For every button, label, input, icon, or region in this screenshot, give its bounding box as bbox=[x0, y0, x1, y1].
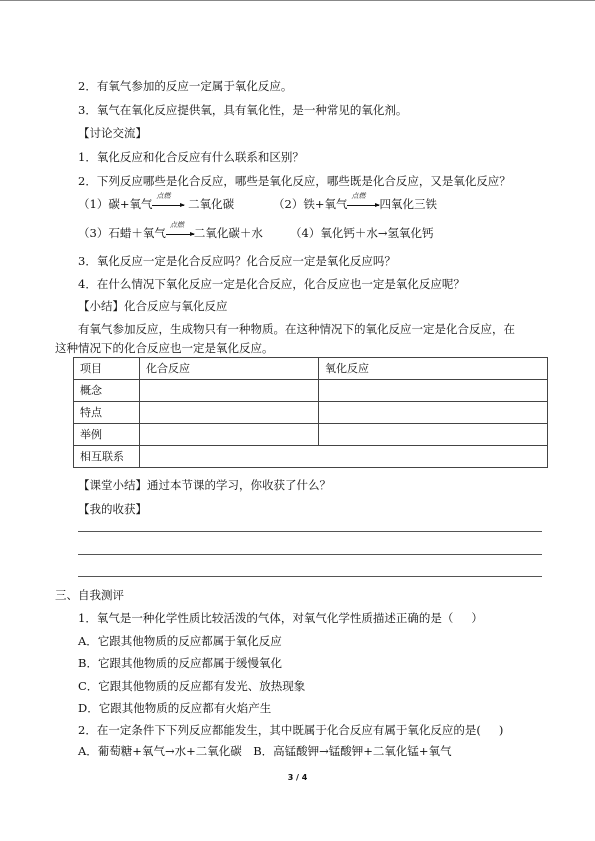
question-1-text: 1．氧气是一种化学性质比较活泼的气体，对氧气化学性质描述正确的是（ bbox=[78, 611, 454, 625]
table-cell bbox=[140, 402, 319, 424]
discussion-q1: 1．氧化反应和化合反应有什么联系和区别？ bbox=[78, 150, 304, 164]
option-c: C．它跟其他物质的反应都有发光、放热现象 bbox=[78, 679, 306, 693]
equation-3-product: 二氧化碳＋水 bbox=[193, 226, 263, 240]
question-2-text: 2．在一定条件下下列反应都能发生，其中既属于化合反应有属于氧化反应的是( bbox=[78, 723, 481, 737]
option-a: A．它跟其他物质的反应都属于氧化反应 bbox=[78, 634, 282, 648]
table-cell bbox=[140, 424, 319, 446]
table-row-label: 相互联系 bbox=[74, 446, 140, 468]
question-1-close: ） bbox=[471, 611, 483, 625]
table-row-label: 特点 bbox=[74, 402, 140, 424]
table-row bbox=[74, 424, 548, 446]
table-cell bbox=[319, 402, 548, 424]
reaction-arrow bbox=[166, 221, 194, 240]
table-cell bbox=[140, 446, 548, 468]
reaction-arrow bbox=[152, 192, 184, 211]
table-cell bbox=[319, 424, 548, 446]
question-1 bbox=[78, 611, 483, 625]
table-cell bbox=[319, 380, 548, 402]
question-2 bbox=[78, 723, 503, 737]
equation-2 bbox=[273, 192, 437, 211]
class-summary-prompt: 【课堂小结】通过本节课的学习，你收获了什么？ bbox=[78, 478, 331, 492]
equation-4: （4）氧化钙＋水→氢氧化钙 bbox=[290, 226, 434, 240]
summary-text-line-2: 这种情况下的化合反应也一定是氧化反应。 bbox=[55, 341, 274, 355]
condition-label: 点燃 bbox=[169, 221, 184, 229]
table-header-cell: 化合反应 bbox=[140, 358, 319, 380]
my-gains-heading: 【我的收获】 bbox=[78, 502, 147, 516]
table-header-row bbox=[74, 358, 548, 380]
table-row bbox=[74, 380, 548, 402]
discussion-q3: 3．氧化反应一定是化合反应吗？化合反应一定是氧化反应吗？ bbox=[78, 254, 396, 268]
equation-1-product: 二氧化碳 bbox=[188, 197, 235, 211]
point-2: 2．有氧气参加的反应一定属于氧化反应。 bbox=[78, 79, 293, 93]
table-header-cell: 氧化反应 bbox=[319, 358, 548, 380]
point-3: 3．氧气在氧化反应提供氧，具有氧化性，是一种常见的氧化剂。 bbox=[78, 103, 408, 117]
option-b: B．它跟其他物质的反应都属于缓慢氧化 bbox=[78, 656, 282, 670]
discussion-q4: 4．在什么情况下氧化反应一定是化合反应，化合反应也一定是氧化反应呢？ bbox=[78, 277, 465, 291]
equation-1 bbox=[78, 192, 235, 211]
page-top-border bbox=[0, 0, 595, 1]
comparison-table bbox=[73, 357, 548, 468]
equation-1-reactants: （1）碳+氧气 bbox=[78, 197, 153, 211]
table-row bbox=[74, 402, 548, 424]
table-row bbox=[74, 446, 548, 468]
summary-heading: 【小结】化合反应与氧化反应 bbox=[78, 299, 228, 313]
answer-line bbox=[78, 576, 542, 577]
page-number: 3 / 4 bbox=[287, 773, 308, 782]
reaction-arrow bbox=[347, 192, 379, 211]
answer-line bbox=[78, 531, 542, 532]
table-header-cell: 项目 bbox=[74, 358, 140, 380]
option-d: D．它跟其他物质的反应都有火焰产生 bbox=[78, 701, 272, 715]
equation-3-reactants: （3）石蜡＋氧气 bbox=[78, 226, 166, 240]
equation-3 bbox=[78, 221, 263, 240]
condition-label: 点燃 bbox=[351, 192, 366, 200]
discussion-q2: 2．下列反应哪些是化合反应，哪些是氧化反应，哪些既是化合反应，又是氧化反应？ bbox=[78, 174, 511, 188]
equation-2-product: 四氧化三铁 bbox=[379, 197, 437, 211]
table-row-label: 概念 bbox=[74, 380, 140, 402]
table-cell bbox=[140, 380, 319, 402]
summary-text-line-1: 有氧气参加反应，生成物只有一种物质。在这种情况下的氧化反应一定是化合反应，在 bbox=[78, 322, 515, 336]
answer-line bbox=[78, 554, 542, 555]
condition-label: 点燃 bbox=[156, 192, 171, 200]
equation-2-reactants: （2）铁+氧气 bbox=[273, 197, 348, 211]
question-2-options: A．葡萄糖+氧气→水+二氧化碳 B．高锰酸钾→锰酸钾+二氧化锰+氧气 bbox=[78, 744, 452, 758]
discussion-heading: 【讨论交流】 bbox=[78, 126, 147, 140]
table-row-label: 举例 bbox=[74, 424, 140, 446]
self-test-heading: 三、自我测评 bbox=[55, 588, 124, 602]
question-2-close: ) bbox=[498, 723, 504, 737]
